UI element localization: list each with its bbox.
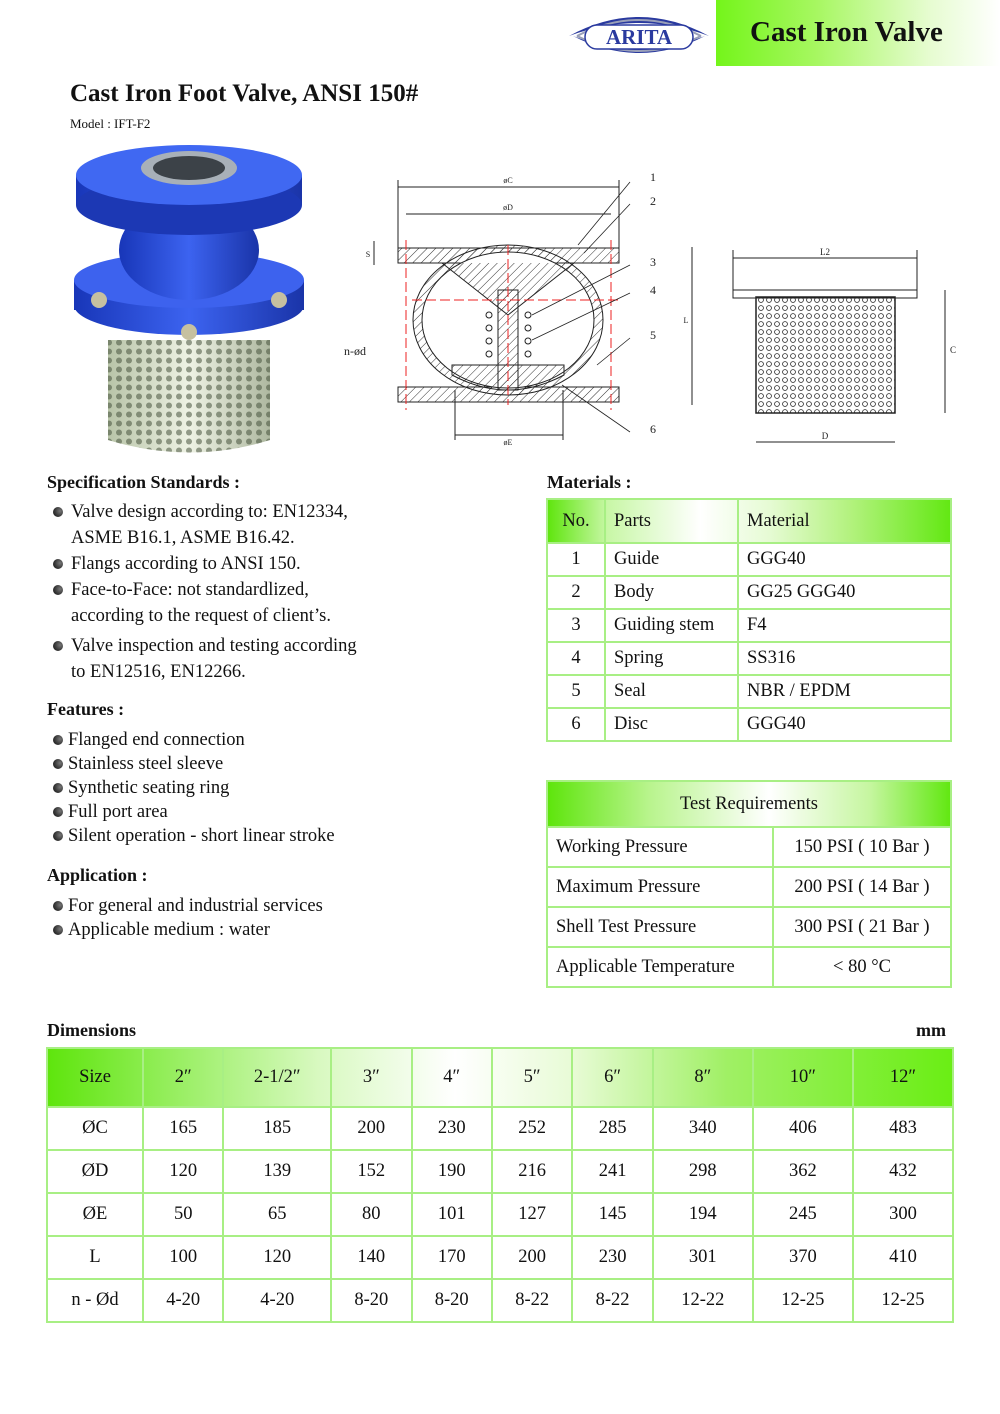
table-cell: 241 (572, 1150, 652, 1193)
bullet-icon (53, 925, 63, 935)
spec-list (47, 499, 447, 685)
table-cell: 301 (653, 1236, 753, 1279)
table-row: 3 Guiding stem F4 (547, 609, 951, 642)
label-strainer-c: C (949, 345, 957, 355)
table-cell: 50 (143, 1193, 223, 1236)
col-parts: Parts (605, 499, 738, 543)
table-cell: 245 (753, 1193, 853, 1236)
table-cell: 8-20 (412, 1279, 492, 1322)
table-row: 4 Spring SS316 (547, 642, 951, 675)
feature-item: Synthetic seating ring (47, 776, 447, 800)
table-cell: 406 (753, 1107, 853, 1150)
row-label: ØD (47, 1150, 143, 1193)
part-label-4: 4 (650, 283, 656, 297)
spec-item: Flangs according to ANSI 150. (47, 551, 447, 577)
label-phi-c: øC (503, 176, 513, 185)
table-cell: 200 (492, 1236, 572, 1279)
col-size-value: 5″ (492, 1048, 572, 1107)
features-heading: Features : (47, 699, 125, 719)
table-cell: 8-20 (331, 1279, 411, 1322)
table-cell: 200 (331, 1107, 411, 1150)
category-banner (716, 0, 1000, 66)
table-cell: 8-22 (492, 1279, 572, 1322)
table-row: 1 Guide GGG40 (547, 543, 951, 576)
table-row (47, 1107, 953, 1150)
table-row (47, 1236, 953, 1279)
table-row: Applicable Temperature < 80 °C (547, 947, 951, 987)
dimensions-header-row (47, 1048, 953, 1107)
col-size-value: 2″ (143, 1048, 223, 1107)
table-cell: 298 (653, 1150, 753, 1193)
part-label-6: 6 (650, 422, 656, 436)
table-cell: 145 (572, 1193, 652, 1236)
application-item: Applicable medium : water (47, 918, 447, 942)
table-cell: 80 (331, 1193, 411, 1236)
spec-item: Face-to-Face: not standardlized, according to the request of client’s. (47, 577, 447, 629)
table-cell: 370 (753, 1236, 853, 1279)
feature-item: Stainless steel sleeve (47, 752, 447, 776)
table-cell: 483 (853, 1107, 953, 1150)
bullet-icon (53, 901, 63, 911)
col-size-value: 12″ (853, 1048, 953, 1107)
part-label-5: 5 (650, 328, 656, 342)
col-material: Material (738, 499, 951, 543)
row-label: n - Ød (47, 1279, 143, 1322)
table-cell: 432 (853, 1150, 953, 1193)
table-cell: 127 (492, 1193, 572, 1236)
bullet-icon (53, 759, 63, 769)
part-label-3: 3 (650, 255, 656, 269)
dimensions-table (46, 1047, 954, 1323)
table-cell: 4-20 (223, 1279, 331, 1322)
part-label-2: 2 (650, 194, 656, 208)
dimensions-unit: mm (916, 1020, 946, 1040)
table-row (47, 1150, 953, 1193)
table-row: 2 Body GG25 GGG40 (547, 576, 951, 609)
table-cell: 4-20 (143, 1279, 223, 1322)
table-cell: 12-25 (753, 1279, 853, 1322)
test-requirements-table (546, 780, 952, 988)
table-cell: 410 (853, 1236, 953, 1279)
table-cell: 185 (223, 1107, 331, 1150)
table-cell: 362 (753, 1150, 853, 1193)
table-cell: 101 (412, 1193, 492, 1236)
table-cell: 216 (492, 1150, 572, 1193)
feature-item: Silent operation - short linear stroke (47, 824, 447, 848)
table-cell: 120 (143, 1150, 223, 1193)
model-number: Model : IFT-F2 (70, 116, 151, 131)
col-size-value: 3″ (331, 1048, 411, 1107)
label-phi-d: øD (503, 203, 513, 212)
table-row: Shell Test Pressure 300 PSI ( 21 Bar ) (547, 907, 951, 947)
table-cell: 152 (331, 1150, 411, 1193)
bullet-icon (53, 641, 63, 651)
application-heading: Application : (47, 865, 148, 885)
application-item: For general and industrial services (47, 894, 447, 918)
label-l: L (683, 316, 689, 325)
table-row: Maximum Pressure 200 PSI ( 14 Bar ) (547, 867, 951, 907)
bullet-icon (53, 783, 63, 793)
row-label: ØE (47, 1193, 143, 1236)
table-row: 5 Seal NBR / EPDM (547, 675, 951, 708)
table-row (47, 1279, 953, 1322)
table-cell: 340 (653, 1107, 753, 1150)
bullet-icon (53, 807, 63, 817)
cross-section-drawing (332, 165, 697, 450)
application-list (47, 894, 447, 942)
row-label: L (47, 1236, 143, 1279)
table-cell: 252 (492, 1107, 572, 1150)
label-s: S (365, 250, 371, 259)
test-heading: Test Requirements (547, 781, 951, 827)
table-cell: 120 (223, 1236, 331, 1279)
table-cell: 100 (143, 1236, 223, 1279)
table-cell: 285 (572, 1107, 652, 1150)
col-size: Size (47, 1048, 143, 1107)
table-cell: 230 (412, 1107, 492, 1150)
feature-item: Flanged end connection (47, 728, 447, 752)
table-cell: 139 (223, 1150, 331, 1193)
table-cell: 194 (653, 1193, 753, 1236)
table-cell: 8-22 (572, 1279, 652, 1322)
label-phi-e: øE (503, 438, 513, 447)
table-cell: 165 (143, 1107, 223, 1150)
label-l2: L2 (820, 247, 830, 257)
row-label: ØC (47, 1107, 143, 1150)
arita-logo (563, 6, 715, 64)
materials-heading: Materials : (547, 472, 632, 492)
features-list (47, 728, 447, 848)
banner-title: Cast Iron Valve (750, 16, 943, 48)
table-cell: 170 (412, 1236, 492, 1279)
product-title: Cast Iron Foot Valve, ANSI 150# (70, 80, 419, 107)
product-photo (64, 140, 314, 460)
table-cell: 12-25 (853, 1279, 953, 1322)
feature-item: Full port area (47, 800, 447, 824)
strainer-drawing (725, 240, 975, 450)
bullet-icon (53, 585, 63, 595)
bullet-icon (53, 735, 63, 745)
table-cell: 230 (572, 1236, 652, 1279)
brand-name: ARITA (605, 25, 673, 49)
materials-header-row (547, 499, 951, 543)
materials-table (546, 498, 952, 742)
table-cell: 12-22 (653, 1279, 753, 1322)
bullet-icon (53, 507, 63, 517)
part-label-1: 1 (650, 170, 656, 184)
spec-item: Valve inspection and testing according to EN12516, EN12266. (47, 633, 447, 685)
col-size-value: 2-1/2″ (223, 1048, 331, 1107)
label-strainer-d: D (821, 431, 829, 441)
table-row: Working Pressure 150 PSI ( 10 Bar ) (547, 827, 951, 867)
bullet-icon (53, 559, 63, 569)
label-n-d: n-ød (344, 344, 366, 358)
table-cell: 140 (331, 1236, 411, 1279)
table-cell: 65 (223, 1193, 331, 1236)
spec-heading: Specification Standards : (47, 472, 241, 492)
table-cell: 300 (853, 1193, 953, 1236)
table-row: 6 Disc GGG40 (547, 708, 951, 741)
col-size-value: 8″ (653, 1048, 753, 1107)
spec-item: Valve design according to: EN12334, ASME B16.1, ASME B16.42. (47, 499, 447, 551)
col-no: No. (547, 499, 605, 543)
col-size-value: 6″ (572, 1048, 652, 1107)
col-size-value: 10″ (753, 1048, 853, 1107)
test-header-row (547, 781, 951, 827)
bullet-icon (53, 831, 63, 841)
dimensions-heading: Dimensions (47, 1020, 137, 1040)
table-cell: 190 (412, 1150, 492, 1193)
table-row (47, 1193, 953, 1236)
col-size-value: 4″ (412, 1048, 492, 1107)
